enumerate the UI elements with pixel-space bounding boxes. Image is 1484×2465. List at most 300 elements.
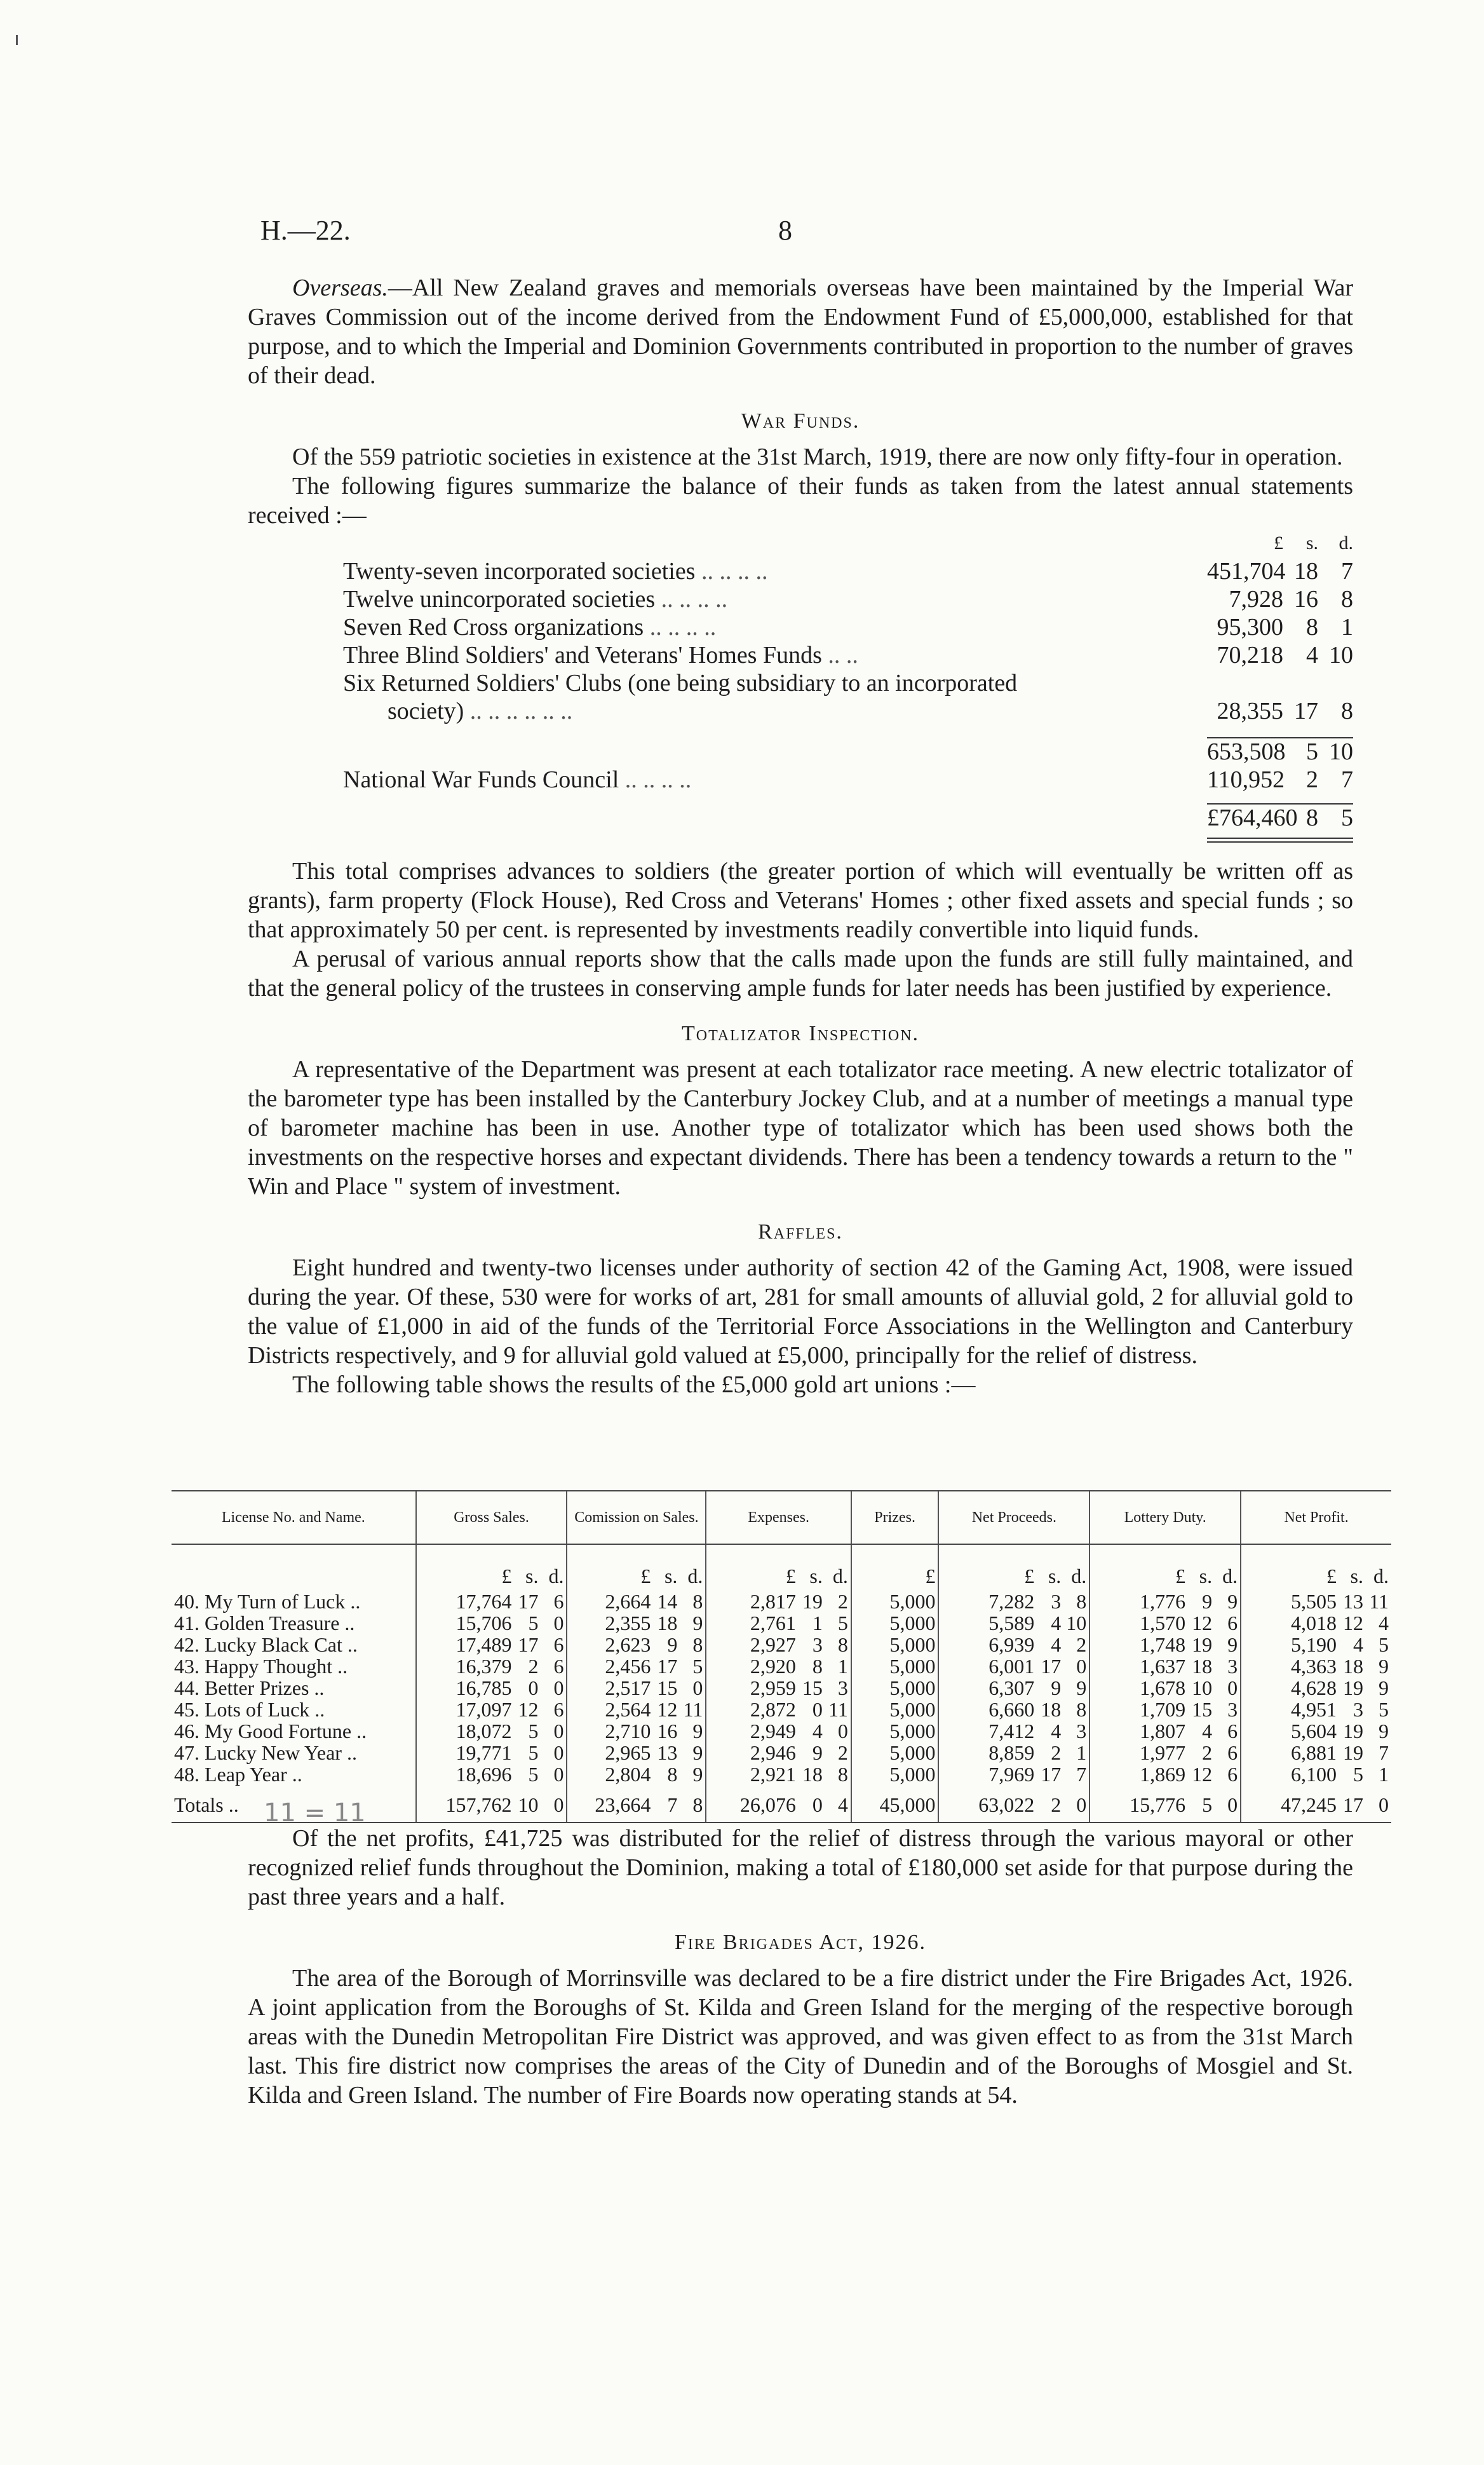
- shillings: 12: [1192, 1763, 1213, 1786]
- pounds: 2,456: [605, 1655, 651, 1678]
- pence: 8: [837, 1763, 848, 1786]
- pounds: 2,921: [750, 1763, 796, 1786]
- shillings: 17: [1041, 1655, 1062, 1678]
- shillings: 17: [1343, 1793, 1363, 1816]
- pence: 5: [1379, 1633, 1389, 1656]
- table-row: [172, 1612, 1391, 1634]
- shillings: 2: [1202, 1741, 1213, 1764]
- pence: 1: [1076, 1741, 1087, 1764]
- commission: [567, 1742, 706, 1763]
- pence: 6: [553, 1590, 564, 1613]
- fire-brigades-paragraph: The area of the Borough of Morrinsville was declared to be a fire district under the Fire Brigades Act, 1926. A joint application from the Boroughs of St. Kilda and Green Island for the merging of the respective borough areas with the Dunedin Metropolitan Fire District was approved, and was given effect to as from the 31st March last. This fire district now comprises the areas of the City of Dunedin and of the Boroughs of Mosgiel and St. Kilda and Green Island. The number of Fire Boards now operating stands at 54.: [248, 1965, 1353, 2108]
- commission: [567, 1655, 706, 1677]
- license-name: 48. Leap Year ..: [174, 1763, 302, 1786]
- pence: 9: [1227, 1590, 1238, 1613]
- fund-shillings: 17: [1294, 698, 1318, 724]
- license-name: 45. Lots of Luck ..: [174, 1698, 325, 1721]
- lottery-duty: [1089, 1587, 1241, 1612]
- pence: 3: [1227, 1655, 1238, 1678]
- lottery-duty: [1089, 1720, 1241, 1742]
- pence: 9: [1379, 1655, 1389, 1678]
- pounds: 16,785: [455, 1676, 512, 1699]
- pence: 7: [1076, 1763, 1087, 1786]
- pounds: 2,761: [750, 1612, 796, 1634]
- shillings: 14: [657, 1590, 678, 1613]
- shillings: 2: [1051, 1741, 1062, 1764]
- pence: 11: [683, 1698, 703, 1721]
- expenses: [706, 1634, 851, 1655]
- col-header-net-proceeds: Net Proceeds.: [938, 1491, 1089, 1544]
- pounds: 2,710: [605, 1720, 651, 1742]
- shillings: 15: [657, 1676, 678, 1699]
- unit-shilling: s.: [1350, 1565, 1363, 1587]
- expenses: [706, 1763, 851, 1785]
- pounds: 5,589: [988, 1612, 1035, 1634]
- license-name: 42. Lucky Black Cat ..: [174, 1633, 358, 1656]
- pence: 6: [1227, 1741, 1238, 1764]
- war-funds-p2: The following figures summarize the balance of their funds as taken from the latest annual statements received :—: [248, 473, 1353, 529]
- fund-pence: 8: [1341, 586, 1353, 613]
- commission: [567, 1763, 706, 1785]
- council-pounds: 110,952: [1207, 766, 1285, 793]
- shillings: 15: [802, 1676, 823, 1699]
- pence: 9: [692, 1741, 703, 1764]
- gross-sales: [416, 1763, 567, 1785]
- fund-shillings: 8: [1306, 614, 1318, 641]
- shillings: 9: [812, 1741, 823, 1764]
- pence: 9: [692, 1612, 703, 1634]
- lottery-duty: [1089, 1634, 1241, 1655]
- pence: 8: [1076, 1698, 1087, 1721]
- pence: 5: [692, 1655, 703, 1678]
- shillings: 9: [667, 1633, 678, 1656]
- pounds: 2,949: [750, 1720, 796, 1742]
- shillings: 2: [528, 1655, 539, 1678]
- shillings: 10: [518, 1793, 539, 1816]
- shillings: 12: [1192, 1612, 1213, 1634]
- overseas-lead: Overseas.: [292, 275, 388, 301]
- table-row: [172, 1587, 1391, 1612]
- commission: [567, 1720, 706, 1742]
- pounds: 1,869: [1140, 1763, 1186, 1786]
- pence: 0: [553, 1720, 564, 1742]
- document-reference: H.—22.: [260, 215, 351, 246]
- pounds: 6,100: [1291, 1763, 1337, 1786]
- shillings: 5: [1202, 1793, 1213, 1816]
- pounds: 157,762: [445, 1793, 512, 1816]
- pounds: 17,764: [455, 1590, 512, 1613]
- pounds: 17,489: [455, 1633, 512, 1656]
- pence: 8: [692, 1793, 703, 1816]
- col-header-commission: Comission on Sales.: [567, 1491, 706, 1544]
- pence: 9: [1076, 1676, 1087, 1699]
- unit-pound: £: [785, 1565, 796, 1587]
- raffles-heading: Raffles.: [758, 1220, 843, 1244]
- license-name: 44. Better Prizes ..: [174, 1676, 325, 1699]
- pounds: 1,977: [1140, 1741, 1186, 1764]
- fund-pounds: 451,704: [1207, 558, 1286, 585]
- fire-brigades-heading: Fire Brigades Act, 1926.: [674, 1931, 927, 1954]
- totalizator-heading: Totalizator Inspection.: [681, 1022, 920, 1045]
- net-proceeds: [938, 1677, 1089, 1699]
- unit-shilling: s.: [525, 1565, 539, 1587]
- shilling-head: s.: [1305, 533, 1318, 553]
- page-header: [248, 191, 1353, 246]
- pence: 0: [553, 1741, 564, 1764]
- pence: 0: [1076, 1655, 1087, 1678]
- shillings: 2: [1051, 1793, 1062, 1816]
- shillings: 4: [812, 1720, 823, 1742]
- pounds: 7,969: [988, 1763, 1035, 1786]
- col-header-name: License No. and Name.: [172, 1491, 416, 1544]
- pounds: 4,628: [1291, 1676, 1337, 1699]
- pence: 4: [1379, 1612, 1389, 1634]
- shillings: 12: [1343, 1612, 1363, 1634]
- pounds: 1,807: [1140, 1720, 1186, 1742]
- shillings: 3: [812, 1633, 823, 1656]
- shillings: 17: [657, 1655, 678, 1678]
- unit-pound: £: [925, 1565, 936, 1587]
- council-shillings: 2: [1306, 766, 1318, 793]
- shillings: 10: [1192, 1676, 1213, 1699]
- pence: 2: [837, 1741, 848, 1764]
- shillings: 8: [812, 1655, 823, 1678]
- pounds: 15,706: [455, 1612, 512, 1634]
- war-funds-p1: Of the 559 patriotic societies in existence at the 31st March, 1919, there are now only fifty-four in operation.: [292, 444, 1343, 470]
- pence: 3: [837, 1676, 848, 1699]
- net-proceeds: [938, 1742, 1089, 1763]
- fund-pounds: 28,355: [1217, 698, 1283, 724]
- pounds: 1,637: [1140, 1655, 1186, 1678]
- pounds: 15,776: [1130, 1793, 1186, 1816]
- pence: 0: [553, 1793, 564, 1816]
- pounds: 6,001: [988, 1655, 1035, 1678]
- shillings: 3: [1051, 1590, 1062, 1613]
- expenses: [706, 1587, 851, 1612]
- fund-pence: 7: [1341, 558, 1353, 585]
- license-name: 41. Golden Treasure ..: [174, 1612, 355, 1634]
- shillings: 18: [802, 1763, 823, 1786]
- net-profits-paragraph: Of the net profits, £41,725 was distributed for the relief of distress through the various mayoral or other recognized relief funds throughout the Dominion, making a total of £180,000 set aside for that purpose during the past three years and a half.: [248, 1825, 1353, 1910]
- pounds: 1,748: [1140, 1633, 1186, 1656]
- pence: 3: [1076, 1720, 1087, 1742]
- pounds: 5,190: [1291, 1633, 1337, 1656]
- shillings: 5: [1353, 1763, 1363, 1786]
- subtotal-shillings: 5: [1306, 738, 1318, 765]
- gross-sales: [416, 1699, 567, 1720]
- pounds: 17,097: [455, 1698, 512, 1721]
- pence: 6: [553, 1655, 564, 1678]
- unit-pence: d.: [1071, 1565, 1087, 1587]
- pounds: 47,245: [1281, 1793, 1337, 1816]
- pounds: 6,307: [988, 1676, 1035, 1699]
- pence: 6: [1227, 1612, 1238, 1634]
- net-profit: [1241, 1699, 1391, 1720]
- shillings: 5: [528, 1612, 539, 1634]
- expenses: [706, 1699, 851, 1720]
- pounds: 63,022: [978, 1793, 1035, 1816]
- shillings: 4: [1202, 1720, 1213, 1742]
- col-header-net-profit: Net Profit.: [1241, 1491, 1391, 1544]
- unit-pence: d.: [1222, 1565, 1238, 1587]
- council-label: National War Funds Council: [343, 766, 619, 793]
- net-profit: [1241, 1587, 1391, 1612]
- shillings: 4: [1051, 1633, 1062, 1656]
- pound-head: £: [1274, 533, 1283, 553]
- license-name: 40. My Turn of Luck ..: [174, 1590, 361, 1613]
- shillings: 15: [1192, 1698, 1213, 1721]
- table-row: [172, 1720, 1391, 1742]
- unit-shilling: s.: [1199, 1565, 1213, 1587]
- pounds: 4,363: [1291, 1655, 1337, 1678]
- pounds: 2,664: [605, 1590, 651, 1613]
- fund-row-5-line2: society) .. .. .. .. .. .. 28,355 17 8: [388, 698, 1353, 724]
- pounds: 7,412: [988, 1720, 1035, 1742]
- shillings: 8: [667, 1763, 678, 1786]
- net-profit: [1241, 1634, 1391, 1655]
- pounds: 7,282: [988, 1590, 1035, 1613]
- table-body: [172, 1544, 1391, 1828]
- pounds: 2,946: [750, 1741, 796, 1764]
- war-funds-table: [343, 530, 1353, 843]
- net-profit: [1241, 1612, 1391, 1634]
- shillings: 12: [657, 1698, 678, 1721]
- shillings: 19: [1343, 1676, 1363, 1699]
- pencil-annotation: 11 = 11: [264, 1798, 366, 1828]
- pence: 3: [1227, 1698, 1238, 1721]
- fund-row-5-line1: [343, 670, 1353, 698]
- shillings: 1: [812, 1612, 823, 1634]
- pounds: 2,965: [605, 1741, 651, 1764]
- shillings: 18: [1041, 1698, 1062, 1721]
- fund-pence: 1: [1341, 614, 1353, 641]
- shillings: 17: [1041, 1763, 1062, 1786]
- net-proceeds: [938, 1655, 1089, 1677]
- pounds: 16,379: [455, 1655, 512, 1678]
- table-row: [172, 1763, 1391, 1785]
- pence: 0: [692, 1676, 703, 1699]
- fund-pounds: 95,300: [1217, 614, 1283, 641]
- pounds: 4,018: [1291, 1612, 1337, 1634]
- fund-pence: 8: [1341, 698, 1353, 724]
- net-proceeds: [938, 1699, 1089, 1720]
- prizes: 5,000: [851, 1655, 939, 1677]
- fund-pounds: 70,218: [1217, 642, 1283, 669]
- shillings: 0: [528, 1676, 539, 1699]
- pounds: 1,570: [1140, 1612, 1186, 1634]
- total-pounds: £764,460: [1207, 805, 1298, 831]
- pence: 9: [692, 1763, 703, 1786]
- pence: 10: [1066, 1612, 1087, 1634]
- fund-label: Twelve unincorporated societies: [343, 586, 656, 613]
- lottery-duty: [1089, 1655, 1241, 1677]
- pounds: 1,776: [1140, 1590, 1186, 1613]
- shillings: 17: [518, 1633, 539, 1656]
- shillings: 4: [1051, 1720, 1062, 1742]
- pence: 11: [1369, 1590, 1389, 1613]
- pence: 7: [1379, 1741, 1389, 1764]
- table-row: [172, 1699, 1391, 1720]
- prizes: 5,000: [851, 1763, 939, 1785]
- page-top: [248, 191, 1353, 1399]
- council-pence: 7: [1341, 766, 1353, 793]
- expenses: [706, 1742, 851, 1763]
- shillings: 19: [802, 1590, 823, 1613]
- net-profit: [1241, 1655, 1391, 1677]
- shillings: 5: [528, 1763, 539, 1786]
- scan-mark: [16, 35, 18, 45]
- fund-label: Twenty-seven incorporated societies: [343, 558, 696, 585]
- lottery-duty: [1089, 1742, 1241, 1763]
- pounds: 5,505: [1291, 1590, 1337, 1613]
- pounds: 2,959: [750, 1676, 796, 1699]
- commission: [567, 1634, 706, 1655]
- fund-label: Six Returned Soldiers' Clubs (one being subsidiary to an incorporated: [343, 670, 1018, 696]
- pence: 6: [553, 1633, 564, 1656]
- commission: [567, 1587, 706, 1612]
- pence: 1: [837, 1655, 848, 1678]
- page-number: 8: [778, 215, 792, 246]
- col-header-expenses: Expenses.: [706, 1491, 851, 1544]
- table-row: [172, 1677, 1391, 1699]
- net-proceeds: [938, 1720, 1089, 1742]
- unit-pound: £: [640, 1565, 651, 1587]
- pounds: 18,696: [455, 1763, 512, 1786]
- shillings: 5: [528, 1720, 539, 1742]
- unit-shilling: s.: [664, 1565, 678, 1587]
- fund-shillings: 18: [1294, 558, 1318, 585]
- shillings: 7: [667, 1793, 678, 1816]
- shillings: 16: [657, 1720, 678, 1742]
- unit-pence: d.: [548, 1565, 564, 1587]
- unit-pound: £: [501, 1565, 512, 1587]
- net-profit: [1241, 1677, 1391, 1699]
- total-row: [343, 805, 1353, 832]
- gross-sales: [416, 1634, 567, 1655]
- license-name: 47. Lucky New Year ..: [174, 1741, 357, 1764]
- fund-shillings: 16: [1294, 586, 1318, 613]
- license-name: 43. Happy Thought ..: [174, 1655, 348, 1678]
- unit-shilling: s.: [1048, 1565, 1062, 1587]
- unit-pound: £: [1175, 1565, 1186, 1587]
- net-proceeds: [938, 1587, 1089, 1612]
- net-profit: [1241, 1720, 1391, 1742]
- overseas-text: —All New Zealand graves and memorials overseas have been maintained by the Imperial War Graves Commission out of the income derived from the Endowment Fund of £5,000,000, established for that purpose, and to which the Imperial and Dominion Governments contributed in proportion to the number of graves of their dead.: [248, 275, 1353, 389]
- subtotal-row: [343, 738, 1353, 766]
- shillings: 3: [1353, 1698, 1363, 1721]
- pounds: 18,072: [455, 1720, 512, 1742]
- pounds: 8,859: [988, 1741, 1035, 1764]
- prizes: 5,000: [851, 1587, 939, 1612]
- pence: 8: [1076, 1590, 1087, 1613]
- pence: 6: [553, 1698, 564, 1721]
- pounds: 4,951: [1291, 1698, 1337, 1721]
- war-funds-p4: A perusal of various annual reports show that the calls made upon the funds are still fully maintained, and that the general policy of the trustees in conserving ample funds for later needs has been justified by experience.: [248, 946, 1353, 1002]
- commission: [567, 1677, 706, 1699]
- page-bottom: [248, 1798, 1353, 2110]
- gold-art-unions-table: [172, 1490, 1391, 1828]
- prizes: 5,000: [851, 1742, 939, 1763]
- pounds: 6,881: [1291, 1741, 1337, 1764]
- pence: 9: [1227, 1633, 1238, 1656]
- pence: 0: [553, 1763, 564, 1786]
- pence: 11: [828, 1698, 848, 1721]
- pence: 0: [837, 1720, 848, 1742]
- subtotal-pence: 10: [1329, 738, 1353, 765]
- unit-pound: £: [1326, 1565, 1337, 1587]
- council-row: National War Funds Council .. .. .. .. 110,952 2 7: [343, 766, 1353, 793]
- pence: 8: [692, 1633, 703, 1656]
- fund-row: Seven Red Cross organizations .. .. .. .. 95,300 8 1: [343, 614, 1353, 641]
- fund-label: society): [388, 698, 464, 724]
- gross-sales: [416, 1677, 567, 1699]
- war-funds-p3: This total comprises advances to soldiers (the greater portion of which will eventually be written off as grants), farm property (Flock House), Red Cross and Veterans' Homes ; other fixed assets and special funds ; so that approximately 50 per cent. is represented by investments readily convertible into liquid funds.: [248, 858, 1353, 943]
- units-row: [172, 1544, 1391, 1587]
- shillings: 18: [1343, 1655, 1363, 1678]
- net-proceeds: [938, 1612, 1089, 1634]
- expenses: [706, 1655, 851, 1677]
- col-header-lottery-duty: Lottery Duty.: [1089, 1491, 1241, 1544]
- license-name: Totals ..: [172, 1785, 416, 1823]
- expenses: [706, 1677, 851, 1699]
- net-profit: [1241, 1742, 1391, 1763]
- fund-pence: 10: [1329, 642, 1353, 669]
- pence: 5: [1379, 1698, 1389, 1721]
- shillings: 5: [528, 1741, 539, 1764]
- pence: 1: [1379, 1763, 1389, 1786]
- table-row: [172, 1742, 1391, 1763]
- pence: 0: [1227, 1793, 1238, 1816]
- net-profit: [1241, 1763, 1391, 1785]
- commission: [567, 1612, 706, 1634]
- pounds: 2,817: [750, 1590, 796, 1613]
- lottery-duty: [1089, 1677, 1241, 1699]
- subtotal-pounds: 653,508: [1207, 738, 1286, 765]
- pence: 0: [1379, 1793, 1389, 1816]
- pounds: 2,804: [605, 1763, 651, 1786]
- pence: 2: [1076, 1633, 1087, 1656]
- gross-sales: [416, 1655, 567, 1677]
- gross-sales: [416, 1587, 567, 1612]
- pounds: 1,709: [1140, 1698, 1186, 1721]
- shillings: 4: [1353, 1633, 1363, 1656]
- lottery-duty: [1089, 1612, 1241, 1634]
- pence: 6: [1227, 1763, 1238, 1786]
- unit-pence: d.: [832, 1565, 848, 1587]
- col-header-gross: Gross Sales.: [416, 1491, 567, 1544]
- expenses: [706, 1720, 851, 1742]
- unit-pence: d.: [1373, 1565, 1389, 1587]
- shillings: 0: [812, 1698, 823, 1721]
- lottery-duty: [1089, 1763, 1241, 1785]
- pence: 9: [1379, 1720, 1389, 1742]
- fund-pounds: 7,928: [1229, 586, 1283, 613]
- gross-sales: [416, 1612, 567, 1634]
- pence: 8: [837, 1633, 848, 1656]
- fund-row: Three Blind Soldiers' and Veterans' Homes Funds .. .. 70,218 4 10: [343, 642, 1353, 669]
- net-proceeds: [938, 1763, 1089, 1785]
- shillings: 18: [657, 1612, 678, 1634]
- pounds: 5,604: [1291, 1720, 1337, 1742]
- overseas-paragraph: [248, 273, 1353, 390]
- pounds: 2,927: [750, 1633, 796, 1656]
- pence: 5: [837, 1612, 848, 1634]
- gross-sales: [416, 1720, 567, 1742]
- pence: 9: [1379, 1676, 1389, 1699]
- col-header-prizes: Prizes.: [851, 1491, 939, 1544]
- pence: 6: [1227, 1720, 1238, 1742]
- war-funds-heading: War Funds.: [741, 409, 860, 433]
